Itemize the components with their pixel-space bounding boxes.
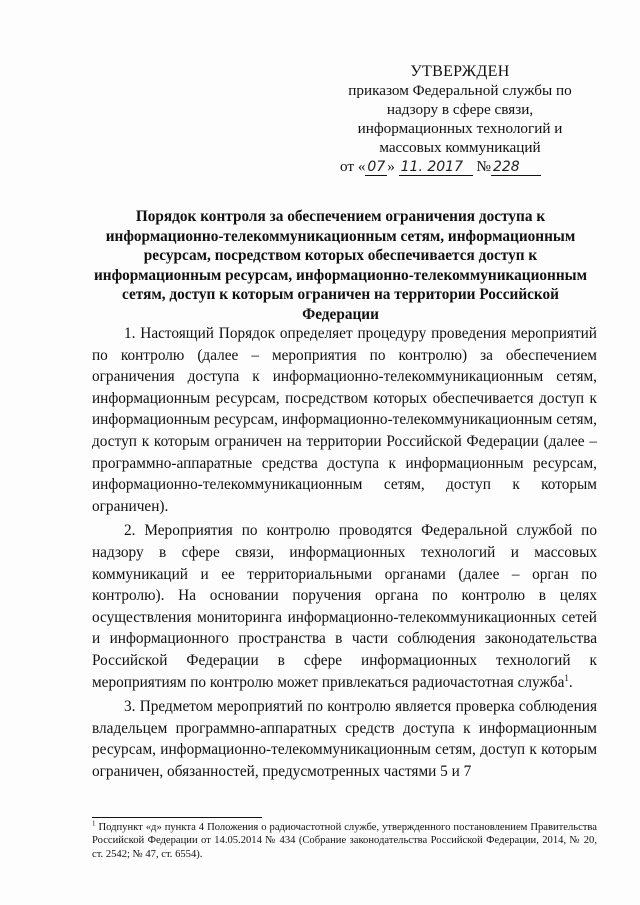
number-sign: № <box>476 158 491 175</box>
approval-line: информационных технологий и <box>357 120 563 137</box>
order-number-handwritten: 228 <box>491 160 541 176</box>
footnote-mark: 1 <box>92 819 96 828</box>
document-body <box>92 323 597 785</box>
footnote-ref: 1 <box>564 672 569 683</box>
paragraph-2-text: 2. Мероприятия по контролю проводятся Федеральной службой по надзору в сфере связи, информационных технологий и массовых коммуникаций и ее территориальными органами (далее – орган по контролю). На основании поручения органа по контролю в целях осуществления мониторинга информационно-телекоммуникационных сетей и информационного пространства в части соблюдения законодательства Российской Федерации в сфере информационных технологий к мероприятиям по контролю может привлекаться радиочастотная служба <box>92 522 597 691</box>
approval-date-line <box>330 157 590 176</box>
footnote-divider <box>92 817 262 818</box>
date-month-year-handwritten: 11. 2017 <box>399 160 473 176</box>
approval-line: надзору в сфере связи, <box>386 101 534 118</box>
paragraph-2-end: . <box>568 673 573 691</box>
document-title: Порядок контроля за обеспечением ограничения доступа к информационно-телекоммуникационным сетям, информационным ресурсам, посредством которых обеспечивается доступ к информационным ресурсам, информационно-телекоммуникационным сетям, доступ к которым ограничен на территории Российской Федерации <box>93 208 588 323</box>
date-day-handwritten: 07 <box>367 159 386 175</box>
paragraph-2 <box>92 520 597 693</box>
footnote <box>92 821 597 861</box>
date-prefix: от « <box>340 158 366 175</box>
approval-heading: УТВЕРЖДЕН <box>410 63 510 80</box>
paragraph-3: 3. Предметом мероприятий по контролю является проверка соблюдения владельцем программно-аппаратных средств доступа к информационным ресурсам, информационно-телекоммуникационным сетям, доступ к которым ограничен, обязанностей, предусмотренных частями 5 и 7 <box>92 698 597 780</box>
approval-stamp <box>330 62 590 176</box>
date-mid: » <box>387 158 395 175</box>
paragraph-1: 1. Настоящий Порядок определяет процедуру проведения мероприятий по контролю (далее – мероприятия по контролю) за обеспечением ограничения доступа к информационно-телекоммуникационным сетям, информационным ресурсам, посредством которых обеспечивается доступ к информационным ресурсам, информационно-телекоммуникационным сетям, доступ к которым ограничен на территории Российской Федерации (далее – программно-аппаратные средства доступа к информационным ресурсам, информационно-телекоммуникационным сетям, доступ к которым ограничен). <box>92 325 597 515</box>
approval-line: приказом Федеральной службы по <box>348 82 572 99</box>
footnote-text: Подпункт «д» пункта 4 Положения о радиочастотной службе, утвержденного постановлением Правительства Российской Федерации от 14.05.2014 № 434 (Собрание законодательства Российской Федерации, 2014, № 20, ст. 2542; № 47, ст. 6554). <box>92 822 597 860</box>
approval-line: массовых коммуникаций <box>379 139 541 156</box>
